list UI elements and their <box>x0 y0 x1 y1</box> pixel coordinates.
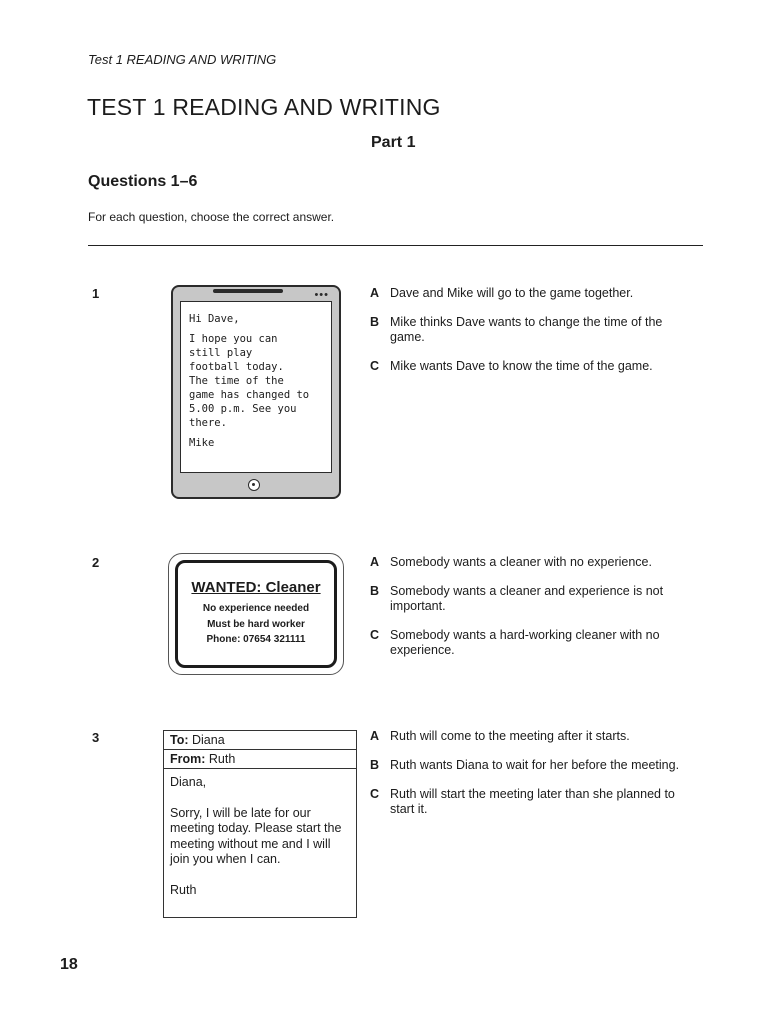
message-signature: Mike <box>189 437 215 449</box>
message-line: The time of the <box>189 375 284 387</box>
phone-screen <box>180 301 332 473</box>
sign-border <box>175 560 337 668</box>
answer-option-c[interactable] <box>370 787 700 817</box>
message-greeting: Hi Dave, <box>189 313 240 325</box>
option-text: Somebody wants a cleaner and experience is not important. <box>390 584 664 613</box>
option-letter: A <box>370 286 380 300</box>
email-from-row <box>164 750 356 769</box>
wanted-sign <box>168 553 344 675</box>
message-line: still play <box>189 347 253 359</box>
message-line: 5.00 p.m. See you <box>189 403 297 415</box>
phone-message <box>171 285 341 499</box>
option-letter: A <box>370 729 380 743</box>
part-title: Part 1 <box>371 134 416 151</box>
email-to-row <box>164 731 356 750</box>
option-letter: A <box>370 555 380 569</box>
email-to-value: Diana <box>192 733 225 747</box>
option-text: Mike thinks Dave wants to change the time of the game. <box>390 315 663 344</box>
option-text: Ruth wants Diana to wait for her before the meeting. <box>390 758 680 772</box>
test-title: TEST 1 READING AND WRITING <box>87 94 441 120</box>
answer-options <box>370 729 700 831</box>
question-number: 1 <box>92 286 100 301</box>
answer-option-c[interactable] <box>370 359 700 374</box>
email-note <box>163 730 357 918</box>
email-from-value: Ruth <box>208 752 236 766</box>
instruction: For each question, choose the correct answer. <box>88 210 335 224</box>
sign-title: WANTED: Cleaner <box>191 579 321 596</box>
answer-option-b[interactable] <box>370 758 700 773</box>
email-body <box>164 769 356 898</box>
option-text: Somebody wants a cleaner with no experience. <box>390 555 652 569</box>
option-text: Dave and Mike will go to the game together. <box>390 286 634 300</box>
running-head: Test 1 READING AND WRITING <box>88 52 277 67</box>
email-greeting: Diana, <box>170 775 207 789</box>
sign-line: Phone: 07654 321111 <box>206 634 306 645</box>
option-letter: B <box>370 315 380 329</box>
option-letter: C <box>370 628 380 642</box>
email-from-label: From: <box>170 752 206 766</box>
message-body <box>189 332 323 430</box>
option-letter: C <box>370 359 380 373</box>
message-line: football today. <box>189 361 284 373</box>
answer-options <box>370 286 700 388</box>
answer-option-b[interactable] <box>370 584 700 614</box>
option-text: Mike wants Dave to know the time of the game. <box>390 359 653 373</box>
answer-option-a[interactable] <box>370 286 700 301</box>
email-signature: Ruth <box>170 882 197 897</box>
page-number: 18 <box>60 956 78 973</box>
sign-line: Must be hard worker <box>207 618 305 630</box>
message-line: there. <box>189 417 227 429</box>
option-letter: C <box>370 787 380 801</box>
question-number: 2 <box>92 555 100 570</box>
option-text: Somebody wants a hard-working cleaner with no experience. <box>390 628 660 657</box>
sign-line: No experience needed <box>202 603 310 614</box>
answer-options <box>370 555 700 672</box>
option-text: Ruth will start the meeting later than she planned to start it. <box>390 787 675 816</box>
email-message: Sorry, I will be late for our meeting today. Please start the meeting without me and I will join you when I can. <box>170 805 342 866</box>
question-number: 3 <box>92 730 100 745</box>
answer-option-b[interactable] <box>370 315 700 345</box>
answer-option-a[interactable] <box>370 555 700 570</box>
divider <box>88 245 703 246</box>
home-button-icon <box>248 479 260 491</box>
message-line: game has changed to <box>189 389 310 401</box>
phone-speaker <box>213 289 283 293</box>
questions-heading: Questions 1–6 <box>88 173 198 190</box>
option-letter: B <box>370 758 380 772</box>
answer-option-a[interactable] <box>370 729 700 744</box>
answer-option-c[interactable] <box>370 628 700 658</box>
option-text: Ruth will come to the meeting after it starts. <box>390 729 630 743</box>
phone-dots-icon: ••• <box>314 289 329 301</box>
option-letter: B <box>370 584 380 598</box>
message-line: I hope you can <box>189 333 278 345</box>
email-to-label: To: <box>170 733 189 747</box>
